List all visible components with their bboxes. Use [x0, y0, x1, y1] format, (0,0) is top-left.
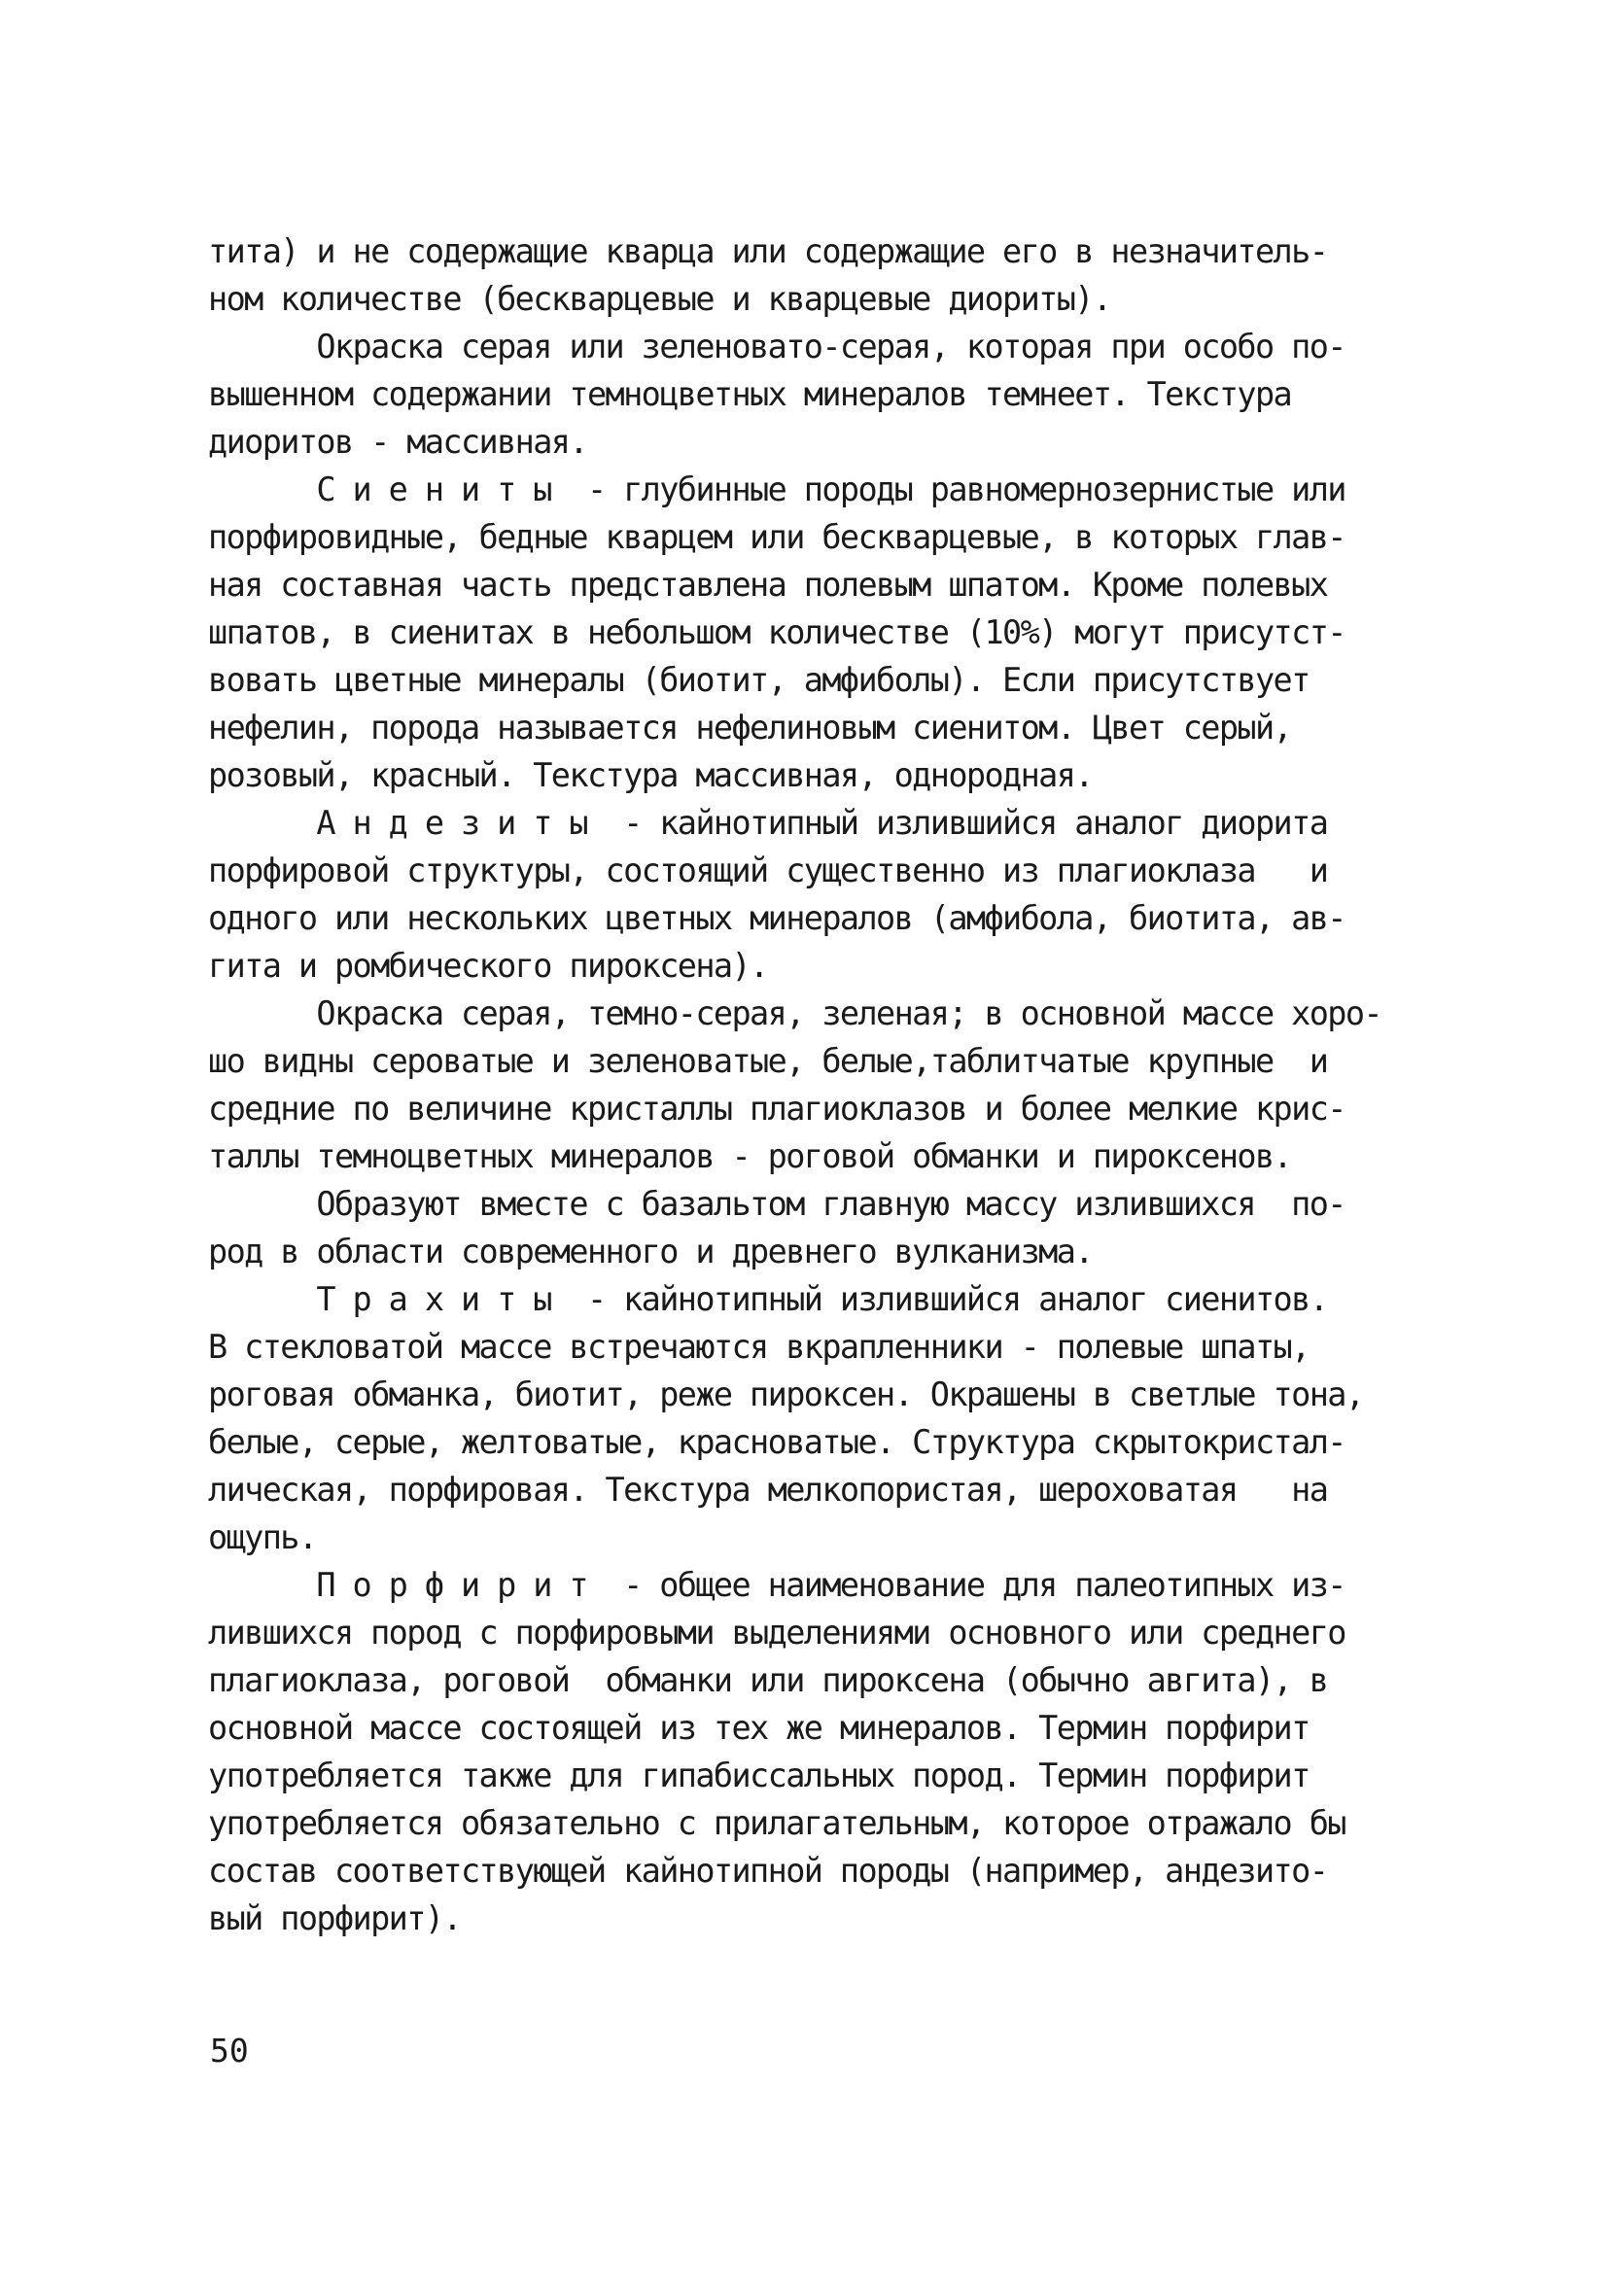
- text-line: таллы темноцветных минералов - роговой обманки и пироксенов.: [208, 1137, 1292, 1175]
- page-number: 50: [210, 2032, 249, 2070]
- text-line: Окраска серая, темно-серая, зеленая; в основной массе хоро-: [208, 994, 1381, 1032]
- text-line: одного или нескольких цветных минералов (амфибола, биотита, ав-: [208, 899, 1345, 937]
- text-line: вышенном содержании темноцветных минералов темнеет. Текстура: [208, 375, 1292, 413]
- text-line: нефелин, порода называется нефелиновым сиенитом. Цвет серый,: [208, 709, 1292, 747]
- text-line: тита) и не содержащие кварца или содержащие его в незначитель-: [208, 232, 1328, 270]
- text-line: порфировой структуры, состоящий существенно из плагиоклаза и: [208, 852, 1328, 889]
- text-line: ном количестве (бескварцевые и кварцевые диориты).: [208, 280, 1111, 318]
- text-line: основной массе состоящей из тех же минералов. Термин порфирит: [208, 1709, 1310, 1747]
- text-line: употребляется обязательно с прилагательным, которое отражало бы: [208, 1804, 1345, 1842]
- text-line: Образуют вместе с базальтом главную массу излившихся по-: [208, 1185, 1345, 1223]
- text-line: лившихся пород с порфировыми выделениями основного или среднего: [208, 1614, 1345, 1652]
- text-line: шпатов, в сиенитах в небольшом количестве (10%) могут присутст-: [208, 613, 1345, 651]
- text-line: лическая, порфировая. Текстура мелкопористая, шероховатая на: [208, 1471, 1328, 1509]
- text-line: ощупь.: [208, 1518, 317, 1556]
- text-line: розовый, красный. Текстура массивная, однородная.: [208, 756, 1093, 794]
- text-line: состав соответствующей кайнотипной породы (например, андезито-: [208, 1852, 1328, 1890]
- text-line: П о р ф и р и т - общее наименование для палеотипных из-: [208, 1566, 1345, 1604]
- text-line: Окраска серая или зеленовато-серая, которая при особо по-: [208, 328, 1345, 365]
- text-line: употребляется также для гипабиссальных пород. Термин порфирит: [208, 1757, 1310, 1794]
- text-line: роговая обманка, биотит, реже пироксен. Окрашены в светлые тона,: [208, 1375, 1364, 1413]
- text-line: ная составная часть представлена полевым шпатом. Кроме полевых: [208, 566, 1328, 604]
- text-line: А н д е з и т ы - кайнотипный излившийся аналог диорита: [208, 804, 1328, 842]
- text-line: шо видны сероватые и зеленоватые, белые,таблитчатые крупные и: [208, 1042, 1328, 1080]
- text-line: белые, серые, желтоватые, красноватые. Структура скрытокристал-: [208, 1423, 1345, 1461]
- body-text: [208, 227, 1423, 1942]
- text-line: гита и ромбического пироксена).: [208, 947, 768, 985]
- text-line: род в области современного и древнего вулканизма.: [208, 1233, 1093, 1270]
- text-line: вый порфирит).: [208, 1899, 461, 1937]
- text-line: средние по величине кристаллы плагиоклазов и более мелкие крис-: [208, 1090, 1345, 1128]
- text-line: С и е н и т ы - глубинные породы равномернозернистые или: [208, 470, 1345, 508]
- text-line: плагиоклаза, роговой обманки или пироксена (обычно авгита), в: [208, 1661, 1328, 1699]
- text-line: порфировидные, бедные кварцем или бескварцевые, в которых глав-: [208, 518, 1345, 556]
- text-line: В стекловатой массе встречаются вкрапленники - полевые шпаты,: [208, 1328, 1310, 1366]
- text-line: диоритов - массивная.: [208, 423, 587, 461]
- text-line: вовать цветные минералы (биотит, амфиболы). Если присутствует: [208, 661, 1310, 699]
- text-line: Т р а х и т ы - кайнотипный излившийся аналог сиенитов.: [208, 1280, 1328, 1318]
